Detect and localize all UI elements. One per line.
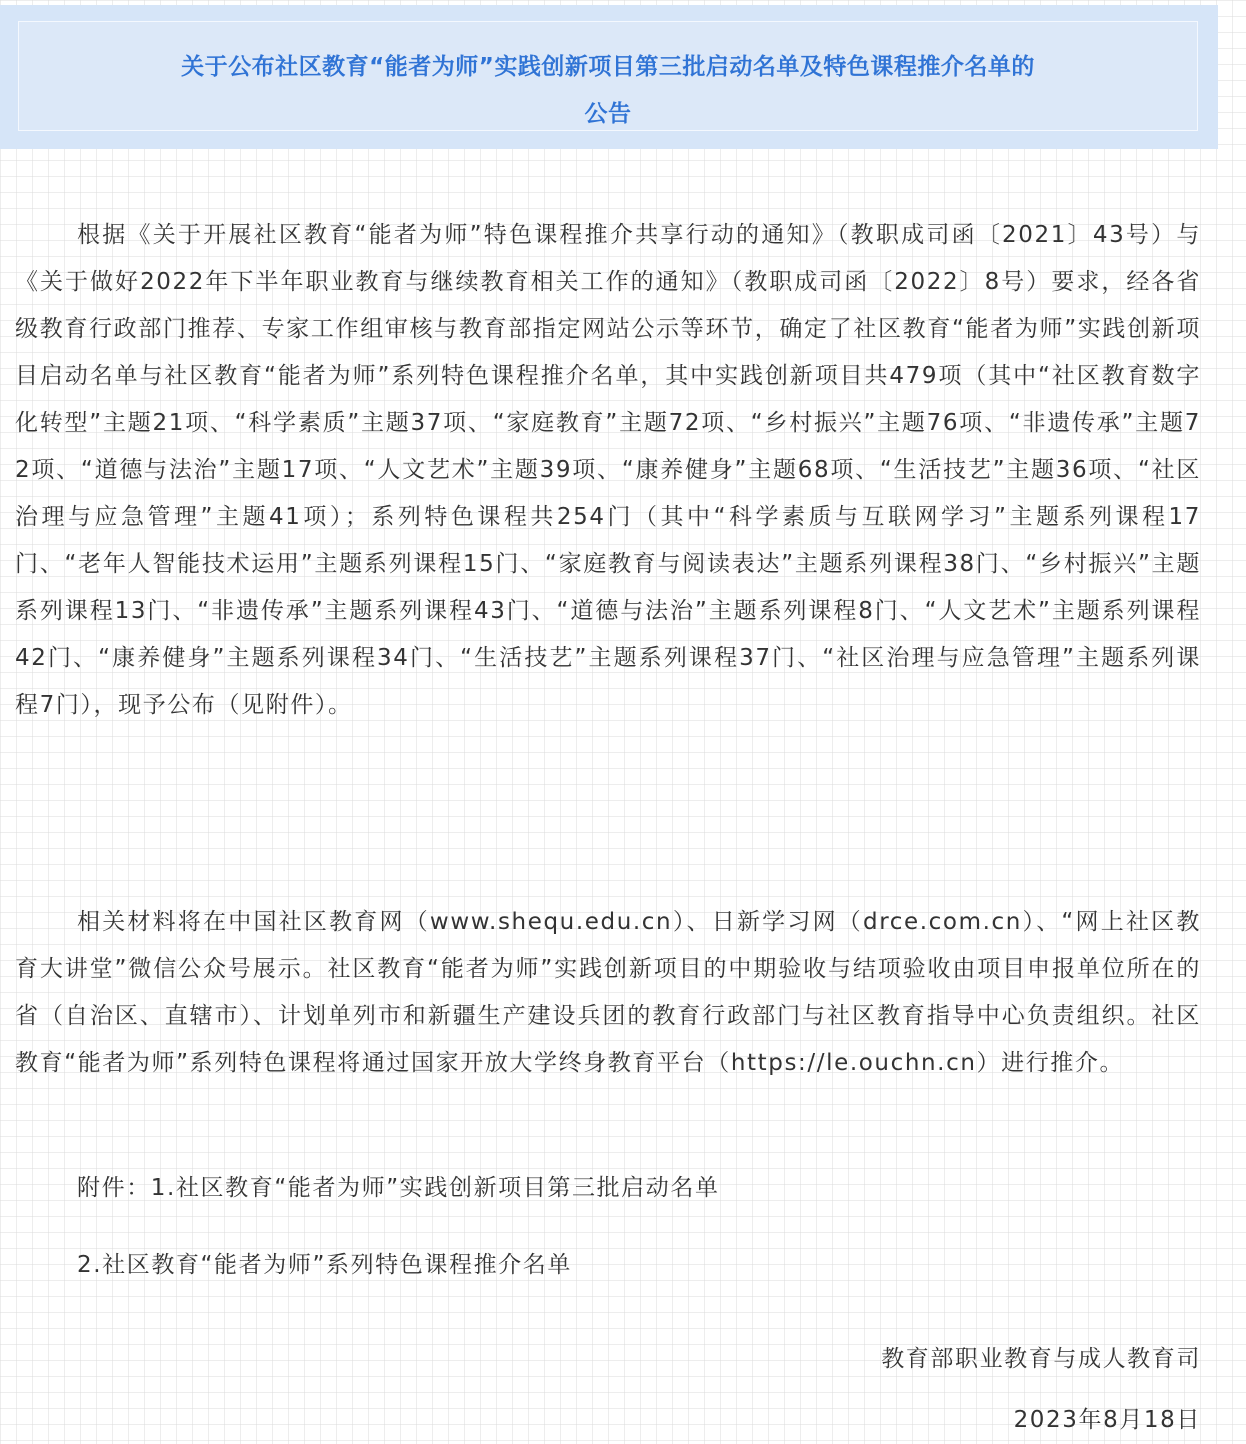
- signature-date: 2023年8月18日: [1013, 1407, 1201, 1433]
- attachment-item-1: 附件：1.社区教育“能者为师”实践创新项目第三批启动名单: [77, 1175, 720, 1201]
- signature-organization: 教育部职业教育与成人教育司: [881, 1346, 1201, 1372]
- announcement-title-line-1: 关于公布社区教育“能者为师”实践创新项目第三批启动名单及特色课程推介名单的: [181, 54, 1035, 80]
- announcement-paragraph-1: 根据《关于开展社区教育“能者为师”特色课程推介共享行动的通知》（教职成司函〔2021〕43号）与《关于做好2022年下半年职业教育与继续教育相关工作的通知》（教职成司函〔2022〕8号）要求，经各省级教育行政部门推荐、专家工作组审核与教育部指定网站公示等环节，确定了社区教育“能者为师”实践创新项目启动名单与社区教育“能者为师”系列特色课程推介名单，其中实践创新项目共479项（其中“社区教育数字化转型”主题21项、“科学素质”主题37项、“家庭教育”主题72项、“乡村振兴”主题76项、“非遗传承”主题72项、“道德与法治”主题17项、“人文艺术”主题39项、“康养健身”主题68项、“生活技艺”主题36项、“社区治理与应急管理”主题41项）；系列特色课程共254门（其中“科学素质与互联网学习”主题系列课程17门、“老年人智能技术运用”主题系列课程15门、“家庭教育与阅读表达”主题系列课程38门、“乡村振兴”主题系列课程13门、“非遗传承”主题系列课程43门、“道德与法治”主题系列课程8门、“人文艺术”主题系列课程42门、“康养健身”主题系列课程34门、“生活技艺”主题系列课程37门、“社区治理与应急管理”主题系列课程7门），现予公布（见附件）。: [15, 222, 1201, 718]
- announcement-title-box: [18, 21, 1198, 131]
- announcement-title: [43, 44, 1173, 138]
- attachment-item-2: 2.社区教育“能者为师”系列特色课程推介名单: [77, 1252, 572, 1278]
- announcement-header: [0, 5, 1218, 149]
- announcement-paragraph-2: 相关材料将在中国社区教育网（www.shequ.edu.cn）、日新学习网（drce.com.cn）、“网上社区教育大讲堂”微信公众号展示。社区教育“能者为师”实践创新项目的中期验收与结项验收由项目申报单位所在的省（自治区、直辖市）、计划单列市和新疆生产建设兵团的教育行政部门与社区教育指导中心负责组织。社区教育“能者为师”系列特色课程将通过国家开放大学终身教育平台（https://le.ouchn.cn）进行推介。: [15, 909, 1201, 1076]
- announcement-title-line-2: 公告: [584, 101, 632, 127]
